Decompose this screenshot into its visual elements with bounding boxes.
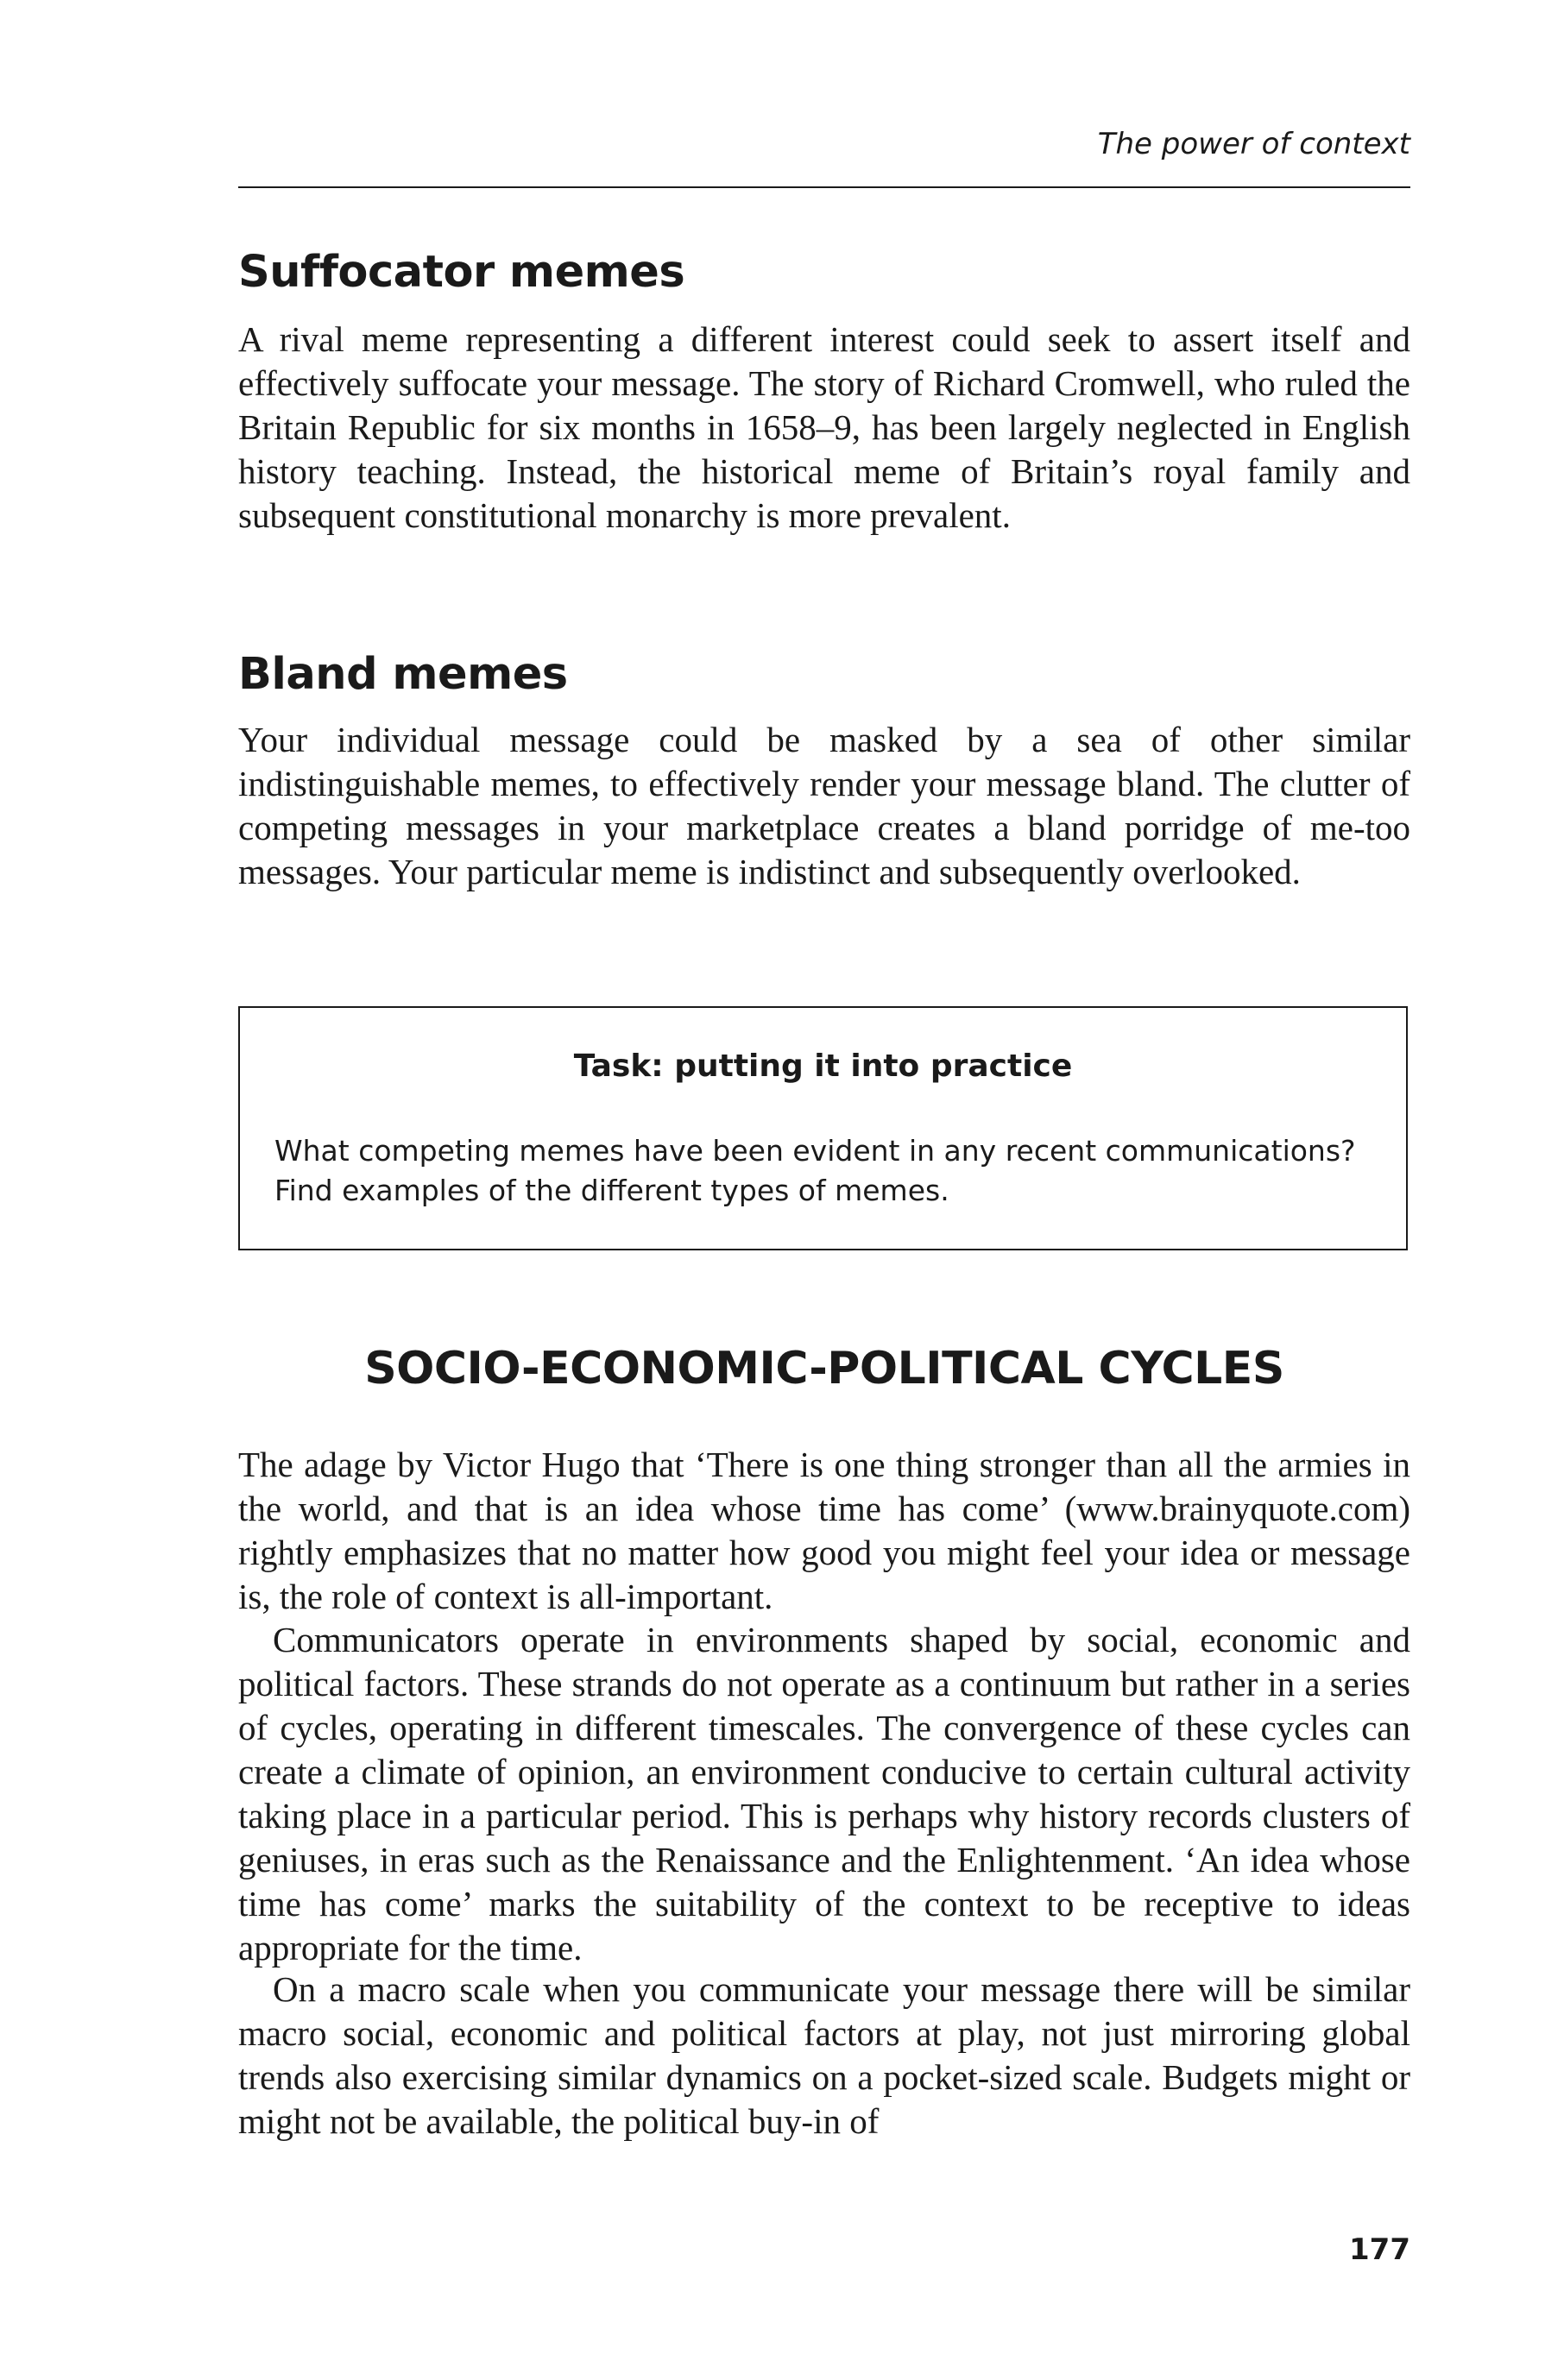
chapter-paragraph-2: Communicators operate in environments shaped by social, economic and political factors. These strands do not operate as a continuum but rather in a series of cycles, operating in different timescales. The convergence of these cycles can create a climate of opinion, an environment conducive to certain cultural activity taking place in a particular period. This is perhaps why history records clusters of geniuses, in eras such as the Renaissance and the Enlightenment. ‘An idea whose time has come’ marks the suitability of the context to be receptive to ideas appropriate for the time. [238,1620,1410,1968]
chapter-heading: SOCIO-ECONOMIC-POLITICAL CYCLES [364,1343,1284,1395]
task-text: What competing memes have been evident in any recent communications? Find examples of the different types of memes. [274,1134,1356,1207]
paragraph-bland: Your individual message could be masked by a sea of other similar indistinguishable memes, to effectively render your message bland. The clutter of competing messages in your marketplace creates a bland porridge of me-too messages. Your particular meme is indistinct and subsequently overlooked. [238,720,1410,891]
task-title: Task: putting it into practice [573,1048,1073,1084]
header-rule [238,186,1410,188]
chapter-paragraph-3: On a macro scale when you communicate your message there will be similar macro social, economic and political factors at play, not just mirroring global trends also exercising similar dynamics on a pocket-sized scale. Budgets might or might not be available, the political buy-in of [238,1969,1410,2141]
section-heading-bland: Bland memes [238,649,568,700]
chapter-paragraph-1: The adage by Victor Hugo that ‘There is one thing stronger than all the armies in the world, and that is an idea whose time has come’ (www.brainyquote.com) rightly emphasizes that no matter how good you might feel your idea or message is, the role of context is all-important. [238,1445,1410,1616]
section-heading-suffocator: Suffocator memes [238,247,685,298]
page-number: 177 [1349,2232,1410,2267]
task-box [238,1006,1408,1250]
running-head: The power of context [1097,127,1410,161]
paragraph-suffocator: A rival meme representing a different interest could seek to assert itself and effectively suffocate your message. The story of Richard Cromwell, who ruled the Britain Republic for six months in 1658–9, has been largely neglected in English history teaching. Instead, the historical meme of Britain’s royal family and subsequent constitutional monarchy is more prevalent. [238,319,1410,535]
